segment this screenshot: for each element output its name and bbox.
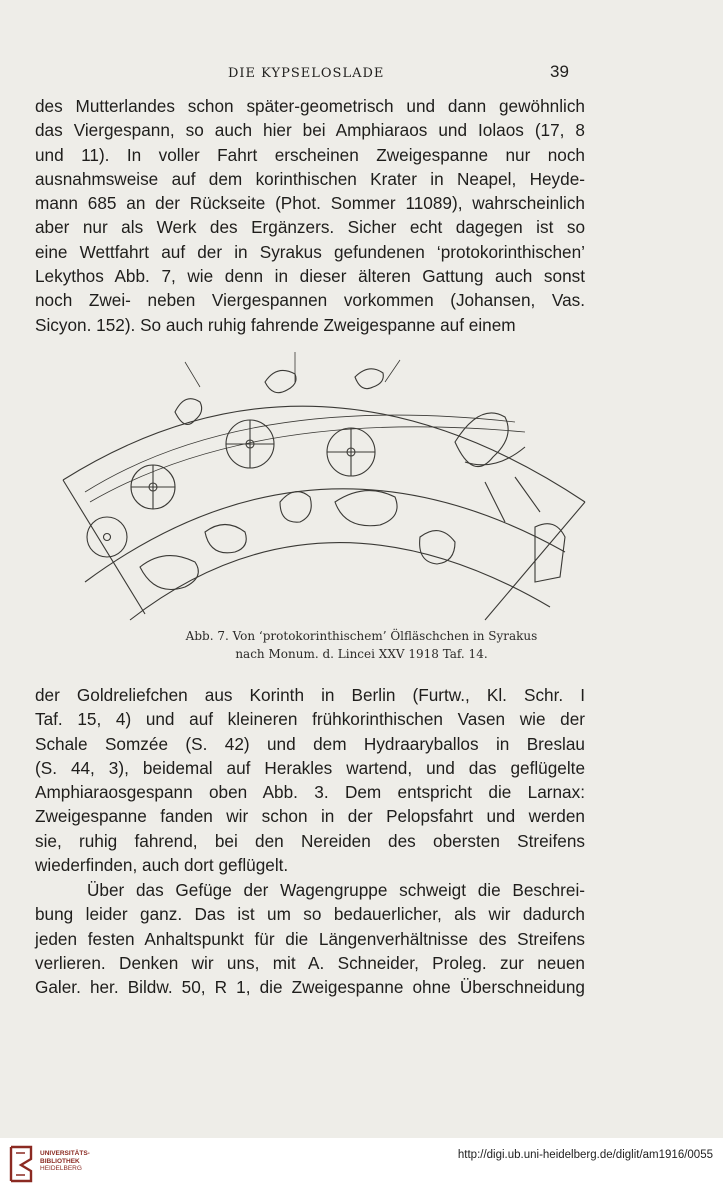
text-line: Galer. her. Bildw. 50, R 1, die Zweigespanne ohne Überschneidung [35, 977, 585, 998]
text-line: Taf. 15, 4) und auf kleineren frühkorinthischen Vasen wie der [35, 709, 585, 730]
figure-caption [0, 627, 723, 663]
text-line: (S. 44, 3), beidemal auf Herakles wartend, und das geflügelte [35, 757, 585, 778]
text-line: des Mutterlandes schon später-geometrisch und dann gewöhnlich [35, 96, 585, 116]
caption-line: nach Monum. d. Lincei XXV 1918 Taf. 14. [235, 647, 488, 661]
horse-head [175, 399, 202, 425]
running-title: DIE KYPSELOSLADE [228, 66, 385, 81]
text-line: mann 685 an der Rückseite (Phot. Sommer 11089), wahrscheinlich [35, 193, 585, 214]
text-line: Lekythos Abb. 7, wie denn in dieser älteren Gattung auch sonst [35, 266, 585, 287]
text-line: Sicyon. 152). So auch ruhig fahrende Zweigespanne auf einem [35, 314, 516, 335]
text-line: verlieren. Denken wir uns, mit A. Schneider, Proleg. zur neuen [35, 952, 585, 973]
text-line: Schale Somzée (S. 42) und dem Hydraaryballos in Breslau [35, 733, 585, 754]
footer-bar [0, 1138, 723, 1191]
text-line: jeden festen Anhaltspunkt für die Längenverhältnisse des Streifens [35, 928, 585, 949]
text-line: der Goldreliefchen aus Korinth in Berlin (Furtw., Kl. Schr. I [35, 685, 585, 705]
text-line: wiederfinden, auch dort geflügelt. [35, 855, 289, 876]
seated-figure [535, 524, 565, 582]
vase-frieze-drawing [45, 352, 590, 624]
library-name-line: BIBLIOTHEK [40, 1157, 80, 1165]
paragraph-1 [35, 94, 585, 337]
text-line: ausnahmsweise auf dem korinthischen Krater in Neapel, Heyde- [35, 168, 585, 189]
animal-figure [280, 492, 311, 523]
library-logo-icon [8, 1145, 34, 1183]
text-line: Amphiaraosgespann oben Abb. 3. Dem entspricht die Larnax: [35, 782, 585, 803]
horse-head [265, 370, 296, 392]
text-line: noch Zwei- neben Viergespannen vorkommen (Johansen, Vas. [35, 290, 585, 311]
text-line: aber nur als Werk des Ergänzers. Sicher echt dagegen ist so [35, 217, 585, 238]
library-name-line: HEIDELBERG [40, 1165, 82, 1172]
library-name-line: UNIVERSITÄTS- [40, 1150, 90, 1157]
digital-library-link[interactable]: http://digi.ub.uni-heidelberg.de/diglit/am1916/0055 [457, 1149, 713, 1161]
text-line: das Viergespann, so auch hier bei Amphiaraos und Iolaos (17, 8 [35, 120, 585, 141]
animal-figure [140, 556, 198, 590]
text-line: eine Wettfahrt auf der in Syrakus gefundenen ‘protokorinthischen’ [35, 241, 585, 262]
text-line: und 11). In voller Fahrt erscheinen Zweigespanne nur noch [35, 144, 585, 165]
text-line: Über das Gefüge der Wagengruppe schweigt die Beschrei- [87, 880, 585, 900]
caption-line: Abb. 7. Von ‘protokorinthischem’ Ölfläschchen in Syrakus [185, 629, 538, 643]
paragraph-2 [35, 683, 585, 877]
text-line: sie, ruhig fahrend, bei den Nereiden des obersten Streifens [35, 830, 585, 851]
horse-body [455, 413, 508, 467]
text-line: Zweigespanne fanden wir schon in der Pelopsfahrt und werden [35, 806, 585, 827]
figure-illustration [45, 352, 590, 624]
library-name [40, 1150, 90, 1173]
animal-figure [335, 491, 397, 526]
paragraph-3 [35, 878, 585, 999]
charioteer-figure [355, 369, 383, 389]
frieze-inner-arc [85, 489, 565, 582]
animal-figure [420, 531, 455, 564]
page-number: 39 [550, 62, 569, 81]
animal-figure [205, 525, 246, 553]
text-line: bung leider ganz. Das ist um so bedauerlicher, als wir dadurch [35, 904, 585, 925]
frieze-left-edge [63, 480, 145, 614]
running-head [0, 62, 723, 84]
